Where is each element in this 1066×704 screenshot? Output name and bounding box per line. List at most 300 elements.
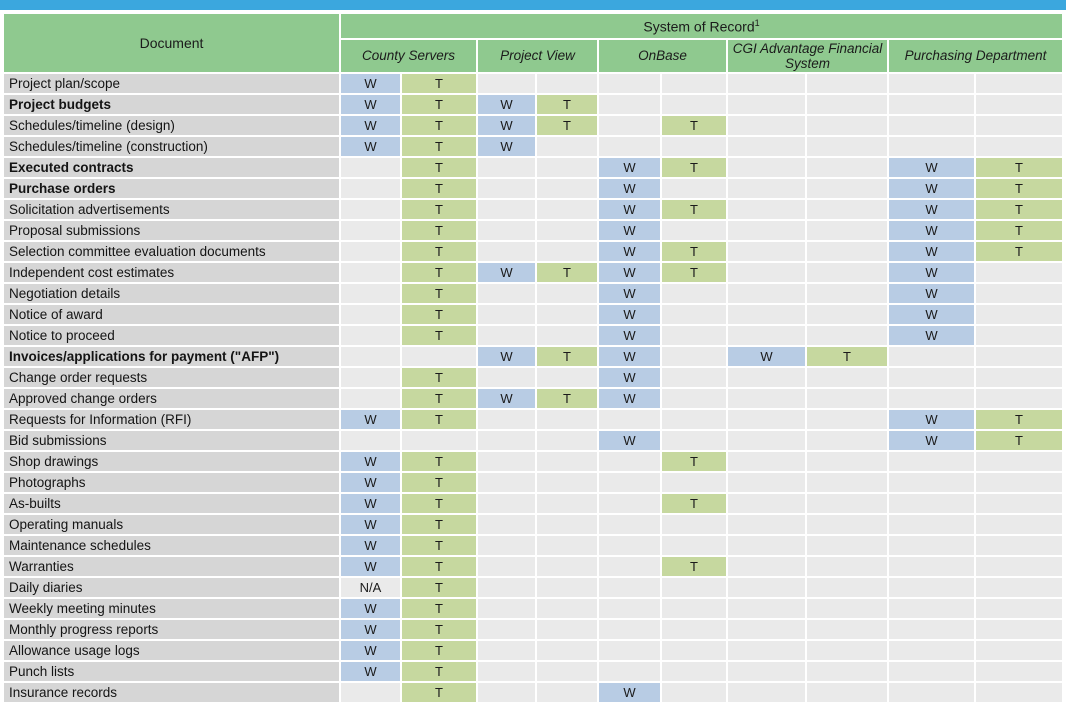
table-row [4,263,1062,282]
record-cell-county-servers-w [341,683,400,702]
record-cell-project-view-t [537,158,597,177]
record-cell-county-servers-t: T [402,74,476,93]
record-cell-purchasing-department-w [889,95,974,114]
record-cell-project-view-w [478,221,535,240]
document-column-header: Document [4,14,339,72]
table-row [4,305,1062,324]
document-name-cell: Photographs [4,473,339,492]
document-name-cell: Warranties [4,557,339,576]
document-name-cell: Project plan/scope [4,74,339,93]
record-cell-purchasing-department-t [976,284,1062,303]
record-cell-purchasing-department-w [889,683,974,702]
record-cell-purchasing-department-w: W [889,158,974,177]
record-cell-cgi-advantage-financial-system-w [728,158,805,177]
record-cell-county-servers-w [341,326,400,345]
record-cell-cgi-advantage-financial-system-w [728,515,805,534]
record-cell-project-view-t [537,431,597,450]
record-cell-county-servers-w: W [341,452,400,471]
record-cell-cgi-advantage-financial-system-t [807,242,887,261]
record-cell-county-servers-w [341,368,400,387]
record-cell-county-servers-w: W [341,494,400,513]
record-cell-county-servers-t: T [402,410,476,429]
record-cell-cgi-advantage-financial-system-t [807,515,887,534]
record-cell-county-servers-w [341,389,400,408]
table-row [4,326,1062,345]
record-cell-purchasing-department-w [889,578,974,597]
system-column-header-cgi-advantage-financial-system: CGI Advantage Financial System [728,40,887,72]
table-row [4,620,1062,639]
record-cell-purchasing-department-w: W [889,326,974,345]
record-cell-project-view-w [478,452,535,471]
document-name-cell: Operating manuals [4,515,339,534]
record-cell-cgi-advantage-financial-system-w [728,410,805,429]
record-cell-purchasing-department-w [889,641,974,660]
system-column-header-purchasing-department: Purchasing Department [889,40,1062,72]
record-cell-cgi-advantage-financial-system-w [728,578,805,597]
record-cell-cgi-advantage-financial-system-t [807,389,887,408]
record-cell-onbase-w [599,536,660,555]
record-cell-onbase-t [662,95,726,114]
record-cell-onbase-t [662,137,726,156]
record-cell-project-view-t [537,326,597,345]
table-row [4,515,1062,534]
record-cell-onbase-w: W [599,347,660,366]
record-cell-purchasing-department-t: T [976,200,1062,219]
record-cell-project-view-t [537,473,597,492]
record-cell-onbase-t [662,368,726,387]
record-cell-purchasing-department-t: T [976,179,1062,198]
record-cell-onbase-w [599,557,660,576]
record-cell-cgi-advantage-financial-system-w [728,284,805,303]
record-cell-purchasing-department-w: W [889,284,974,303]
table-row [4,200,1062,219]
record-cell-onbase-t: T [662,494,726,513]
system-column-header-onbase: OnBase [599,40,726,72]
record-cell-cgi-advantage-financial-system-w [728,95,805,114]
document-name-cell: Allowance usage logs [4,641,339,660]
table-row [4,452,1062,471]
record-cell-purchasing-department-t [976,515,1062,534]
record-cell-cgi-advantage-financial-system-w [728,494,805,513]
record-cell-county-servers-w: W [341,515,400,534]
record-cell-purchasing-department-w [889,116,974,135]
record-cell-project-view-w [478,431,535,450]
table-row [4,389,1062,408]
document-name-cell: Bid submissions [4,431,339,450]
record-cell-county-servers-t: T [402,326,476,345]
record-cell-purchasing-department-w [889,74,974,93]
record-cell-purchasing-department-w: W [889,431,974,450]
record-cell-county-servers-w [341,242,400,261]
record-cell-onbase-t [662,641,726,660]
group-header-label: System of Record [643,18,755,35]
record-cell-county-servers-w: W [341,662,400,681]
record-cell-onbase-t [662,578,726,597]
table-row [4,431,1062,450]
record-cell-cgi-advantage-financial-system-t [807,221,887,240]
record-cell-cgi-advantage-financial-system-w [728,305,805,324]
document-name-cell: As-builts [4,494,339,513]
record-cell-cgi-advantage-financial-system-w [728,242,805,261]
record-cell-project-view-w: W [478,347,535,366]
record-cell-cgi-advantage-financial-system-t [807,200,887,219]
record-cell-onbase-w [599,641,660,660]
record-cell-cgi-advantage-financial-system-w [728,641,805,660]
record-cell-cgi-advantage-financial-system-w [728,116,805,135]
record-cell-onbase-t: T [662,242,726,261]
record-cell-cgi-advantage-financial-system-w [728,452,805,471]
record-cell-purchasing-department-w: W [889,242,974,261]
record-cell-project-view-t [537,284,597,303]
record-cell-county-servers-t: T [402,389,476,408]
record-cell-purchasing-department-w [889,368,974,387]
record-cell-purchasing-department-w [889,137,974,156]
record-cell-cgi-advantage-financial-system-t [807,326,887,345]
record-cell-county-servers-t: T [402,620,476,639]
record-cell-project-view-t [537,578,597,597]
record-cell-cgi-advantage-financial-system-w [728,137,805,156]
record-cell-cgi-advantage-financial-system-t [807,410,887,429]
record-cell-county-servers-t: T [402,305,476,324]
record-cell-onbase-t: T [662,116,726,135]
record-cell-onbase-w: W [599,221,660,240]
record-cell-project-view-t [537,515,597,534]
record-cell-cgi-advantage-financial-system-w: W [728,347,805,366]
record-cell-onbase-w [599,620,660,639]
record-cell-purchasing-department-w [889,557,974,576]
record-cell-purchasing-department-w: W [889,179,974,198]
record-cell-onbase-w [599,410,660,429]
record-cell-purchasing-department-t [976,578,1062,597]
record-cell-project-view-w: W [478,95,535,114]
record-cell-cgi-advantage-financial-system-t [807,620,887,639]
record-cell-project-view-t [537,410,597,429]
record-cell-county-servers-t: T [402,578,476,597]
record-cell-cgi-advantage-financial-system-t [807,158,887,177]
record-cell-project-view-w [478,515,535,534]
record-cell-cgi-advantage-financial-system-t [807,284,887,303]
record-cell-cgi-advantage-financial-system-w [728,683,805,702]
record-cell-purchasing-department-w [889,347,974,366]
record-cell-cgi-advantage-financial-system-t [807,683,887,702]
record-cell-project-view-w [478,599,535,618]
record-cell-county-servers-t: T [402,662,476,681]
record-cell-county-servers-w: W [341,536,400,555]
document-name-cell: Executed contracts [4,158,339,177]
record-cell-cgi-advantage-financial-system-w [728,200,805,219]
record-cell-county-servers-t [402,431,476,450]
record-cell-project-view-w: W [478,263,535,282]
record-cell-county-servers-t: T [402,683,476,702]
record-cell-county-servers-w: W [341,410,400,429]
record-cell-project-view-t: T [537,116,597,135]
record-cell-cgi-advantage-financial-system-w [728,389,805,408]
record-cell-project-view-t [537,242,597,261]
record-cell-project-view-w [478,683,535,702]
record-cell-county-servers-t: T [402,221,476,240]
record-cell-county-servers-w: W [341,599,400,618]
record-cell-onbase-w [599,137,660,156]
record-cell-county-servers-w: W [341,116,400,135]
table-row [4,368,1062,387]
record-cell-cgi-advantage-financial-system-t [807,578,887,597]
record-cell-project-view-t [537,557,597,576]
record-cell-county-servers-w: W [341,473,400,492]
record-cell-purchasing-department-t [976,95,1062,114]
record-cell-purchasing-department-t [976,641,1062,660]
record-cell-project-view-t: T [537,389,597,408]
record-cell-project-view-t [537,683,597,702]
record-cell-onbase-t [662,515,726,534]
record-cell-purchasing-department-t [976,389,1062,408]
record-cell-project-view-w: W [478,116,535,135]
record-cell-purchasing-department-t [976,599,1062,618]
record-cell-onbase-t [662,536,726,555]
record-cell-purchasing-department-t: T [976,410,1062,429]
record-cell-project-view-t: T [537,95,597,114]
record-cell-project-view-t [537,662,597,681]
record-cell-cgi-advantage-financial-system-t [807,494,887,513]
record-cell-purchasing-department-w: W [889,410,974,429]
table-row [4,284,1062,303]
record-cell-purchasing-department-t [976,662,1062,681]
document-name-cell: Monthly progress reports [4,620,339,639]
record-cell-project-view-w: W [478,389,535,408]
document-name-cell: Requests for Information (RFI) [4,410,339,429]
record-cell-onbase-w: W [599,263,660,282]
record-cell-project-view-t [537,536,597,555]
record-cell-onbase-t [662,221,726,240]
record-cell-project-view-t [537,368,597,387]
record-cell-purchasing-department-t: T [976,158,1062,177]
table-row [4,473,1062,492]
record-cell-cgi-advantage-financial-system-t [807,179,887,198]
table-row [4,221,1062,240]
record-cell-project-view-w [478,158,535,177]
document-name-cell: Weekly meeting minutes [4,599,339,618]
table-row [4,179,1062,198]
record-cell-cgi-advantage-financial-system-t [807,641,887,660]
record-cell-purchasing-department-t [976,494,1062,513]
record-cell-county-servers-w [341,263,400,282]
record-cell-onbase-w [599,95,660,114]
record-cell-onbase-t [662,305,726,324]
document-name-cell: Maintenance schedules [4,536,339,555]
record-cell-onbase-w [599,74,660,93]
table-row [4,578,1062,597]
record-cell-county-servers-t: T [402,179,476,198]
record-cell-purchasing-department-t [976,557,1062,576]
record-cell-onbase-w: W [599,368,660,387]
record-cell-purchasing-department-w: W [889,221,974,240]
record-cell-onbase-t: T [662,263,726,282]
document-name-cell: Punch lists [4,662,339,681]
document-name-cell: Independent cost estimates [4,263,339,282]
record-cell-county-servers-t: T [402,473,476,492]
record-cell-cgi-advantage-financial-system-t [807,95,887,114]
record-cell-project-view-w [478,641,535,660]
table-row [4,158,1062,177]
record-cell-purchasing-department-t [976,305,1062,324]
record-cell-onbase-w: W [599,389,660,408]
record-cell-county-servers-t: T [402,641,476,660]
document-name-cell: Purchase orders [4,179,339,198]
document-name-cell: Negotiation details [4,284,339,303]
record-cell-purchasing-department-t [976,473,1062,492]
document-name-cell: Notice to proceed [4,326,339,345]
record-cell-onbase-t [662,179,726,198]
record-cell-county-servers-t: T [402,536,476,555]
record-cell-onbase-t: T [662,200,726,219]
record-cell-onbase-t [662,74,726,93]
record-cell-purchasing-department-w [889,494,974,513]
table-row [4,557,1062,576]
record-cell-county-servers-t: T [402,95,476,114]
record-cell-onbase-w [599,662,660,681]
table-row [4,494,1062,513]
record-cell-county-servers-t: T [402,200,476,219]
record-cell-onbase-t [662,473,726,492]
footnote-marker: 1 [754,17,760,28]
record-cell-onbase-w: W [599,683,660,702]
record-cell-cgi-advantage-financial-system-w [728,221,805,240]
table-row [4,536,1062,555]
record-cell-project-view-t [537,74,597,93]
record-cell-county-servers-t: T [402,599,476,618]
record-cell-county-servers-t: T [402,452,476,471]
record-cell-county-servers-t: T [402,137,476,156]
record-cell-project-view-t [537,494,597,513]
table-row [4,599,1062,618]
record-cell-cgi-advantage-financial-system-t [807,557,887,576]
record-cell-project-view-w: W [478,137,535,156]
record-cell-project-view-t [537,137,597,156]
record-cell-purchasing-department-t [976,326,1062,345]
record-cell-project-view-t [537,452,597,471]
record-cell-purchasing-department-t [976,263,1062,282]
table-row [4,137,1062,156]
record-cell-purchasing-department-w [889,599,974,618]
record-cell-project-view-t [537,641,597,660]
record-cell-purchasing-department-w [889,536,974,555]
record-cell-purchasing-department-t: T [976,242,1062,261]
document-name-cell: Selection committee evaluation documents [4,242,339,261]
record-cell-cgi-advantage-financial-system-t [807,74,887,93]
document-name-cell: Schedules/timeline (design) [4,116,339,135]
record-cell-cgi-advantage-financial-system-w [728,431,805,450]
record-cell-onbase-w: W [599,305,660,324]
record-cell-onbase-t [662,284,726,303]
document-name-cell: Change order requests [4,368,339,387]
record-cell-project-view-t [537,305,597,324]
record-cell-project-view-w [478,662,535,681]
record-cell-purchasing-department-w [889,662,974,681]
system-of-record-table [2,12,1064,704]
record-cell-county-servers-w: W [341,641,400,660]
record-cell-county-servers-t: T [402,494,476,513]
record-cell-onbase-t [662,662,726,681]
record-cell-onbase-w [599,515,660,534]
record-cell-onbase-t: T [662,158,726,177]
record-cell-project-view-w [478,242,535,261]
record-cell-project-view-t: T [537,347,597,366]
record-cell-onbase-w [599,116,660,135]
document-name-cell: Approved change orders [4,389,339,408]
record-cell-purchasing-department-t [976,74,1062,93]
table-row [4,410,1062,429]
record-cell-project-view-w [478,536,535,555]
table-row [4,683,1062,702]
record-cell-onbase-t [662,389,726,408]
record-cell-county-servers-w [341,305,400,324]
record-cell-onbase-w: W [599,242,660,261]
record-cell-project-view-t [537,620,597,639]
record-cell-county-servers-t: T [402,263,476,282]
record-cell-cgi-advantage-financial-system-t [807,599,887,618]
system-of-record-group-header [341,14,1062,38]
record-cell-project-view-w [478,494,535,513]
record-cell-purchasing-department-t [976,368,1062,387]
record-cell-onbase-w [599,452,660,471]
record-cell-purchasing-department-t [976,137,1062,156]
record-cell-onbase-t [662,620,726,639]
record-cell-project-view-w [478,305,535,324]
document-name-cell: Daily diaries [4,578,339,597]
record-cell-onbase-t [662,410,726,429]
record-cell-onbase-w [599,494,660,513]
record-cell-project-view-w [478,179,535,198]
record-cell-purchasing-department-w [889,620,974,639]
record-cell-onbase-w [599,599,660,618]
record-cell-cgi-advantage-financial-system-t [807,452,887,471]
record-cell-cgi-advantage-financial-system-w [728,326,805,345]
record-cell-county-servers-t: T [402,158,476,177]
record-cell-project-view-t [537,179,597,198]
record-cell-county-servers-t: T [402,116,476,135]
record-cell-onbase-w: W [599,200,660,219]
record-cell-purchasing-department-t: T [976,431,1062,450]
record-cell-county-servers-w: W [341,137,400,156]
record-cell-project-view-w [478,410,535,429]
record-cell-onbase-t [662,683,726,702]
record-cell-onbase-w [599,578,660,597]
record-cell-cgi-advantage-financial-system-w [728,368,805,387]
record-cell-onbase-t [662,431,726,450]
record-cell-purchasing-department-t: T [976,221,1062,240]
record-cell-county-servers-t: T [402,515,476,534]
record-cell-onbase-w: W [599,179,660,198]
record-cell-county-servers-t: T [402,557,476,576]
record-cell-cgi-advantage-financial-system-t [807,137,887,156]
table-row [4,116,1062,135]
record-cell-cgi-advantage-financial-system-t [807,536,887,555]
record-cell-county-servers-w: W [341,620,400,639]
record-cell-project-view-w [478,368,535,387]
record-cell-purchasing-department-t [976,452,1062,471]
record-cell-onbase-t: T [662,557,726,576]
record-cell-purchasing-department-t [976,683,1062,702]
record-cell-purchasing-department-t [976,347,1062,366]
record-cell-county-servers-t: T [402,242,476,261]
table-row [4,641,1062,660]
record-cell-onbase-w [599,473,660,492]
record-cell-purchasing-department-w [889,389,974,408]
record-cell-county-servers-w: W [341,74,400,93]
record-cell-county-servers-w [341,347,400,366]
record-cell-purchasing-department-w [889,515,974,534]
table-row [4,242,1062,261]
document-name-cell: Solicitation advertisements [4,200,339,219]
